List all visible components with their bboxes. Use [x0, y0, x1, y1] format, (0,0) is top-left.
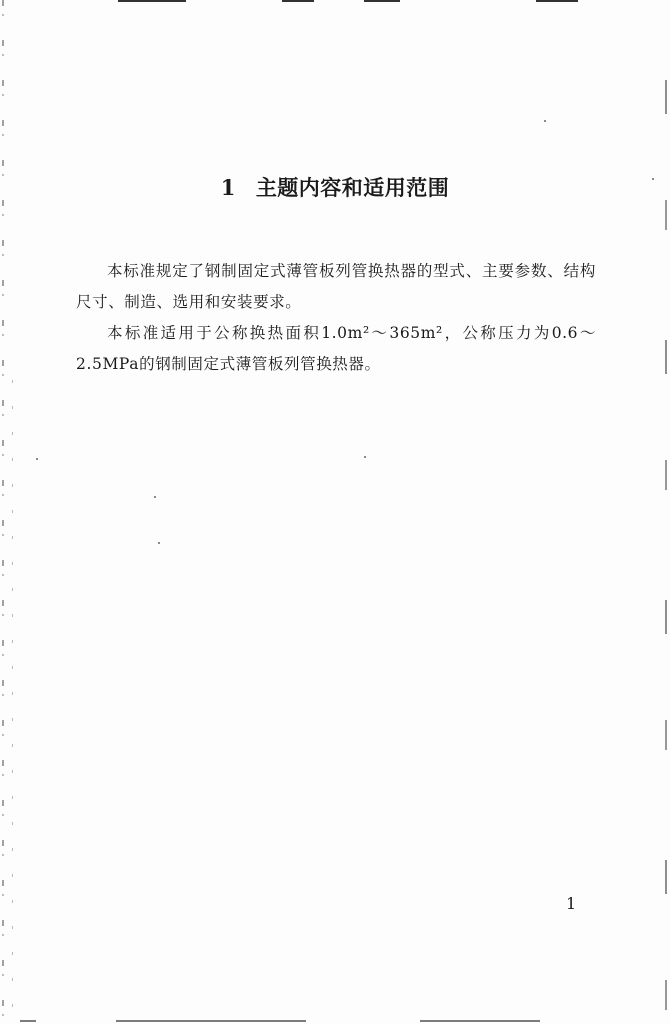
paragraph-applicability: 本标准适用于公称换热面积1.0m²～365m²，公称压力为0.6～2.5MPa的钢制固定式薄管板列管换热器。: [76, 324, 596, 373]
scan-top-mark: [364, 0, 400, 2]
scan-edge-left: [2, 0, 4, 1024]
scan-speck: [36, 458, 38, 460]
section-body: [76, 256, 596, 380]
scan-speck: [364, 456, 366, 458]
section-number: 1: [220, 175, 236, 200]
scan-speck: [158, 542, 160, 544]
scan-top-mark: [282, 0, 314, 2]
scan-bottom-mark: [116, 1020, 306, 1022]
page-number: 1: [566, 894, 577, 913]
scan-bottom-mark: [420, 1020, 540, 1022]
scan-bottom-mark: [20, 1020, 36, 1022]
scan-edge-right: [665, 80, 667, 1020]
section-heading: [0, 172, 670, 202]
scan-speck: [154, 496, 156, 498]
section-title: 主题内容和适用范围: [255, 176, 450, 200]
scan-edge-left-inner: [12, 380, 13, 1020]
scan-top-mark: [536, 0, 578, 2]
scan-top-mark: [118, 0, 186, 2]
paragraph-scope: 本标准规定了钢制固定式薄管板列管换热器的型式、主要参数、结构尺寸、制造、选用和安装要求。: [76, 262, 596, 311]
scan-speck: [544, 120, 546, 122]
